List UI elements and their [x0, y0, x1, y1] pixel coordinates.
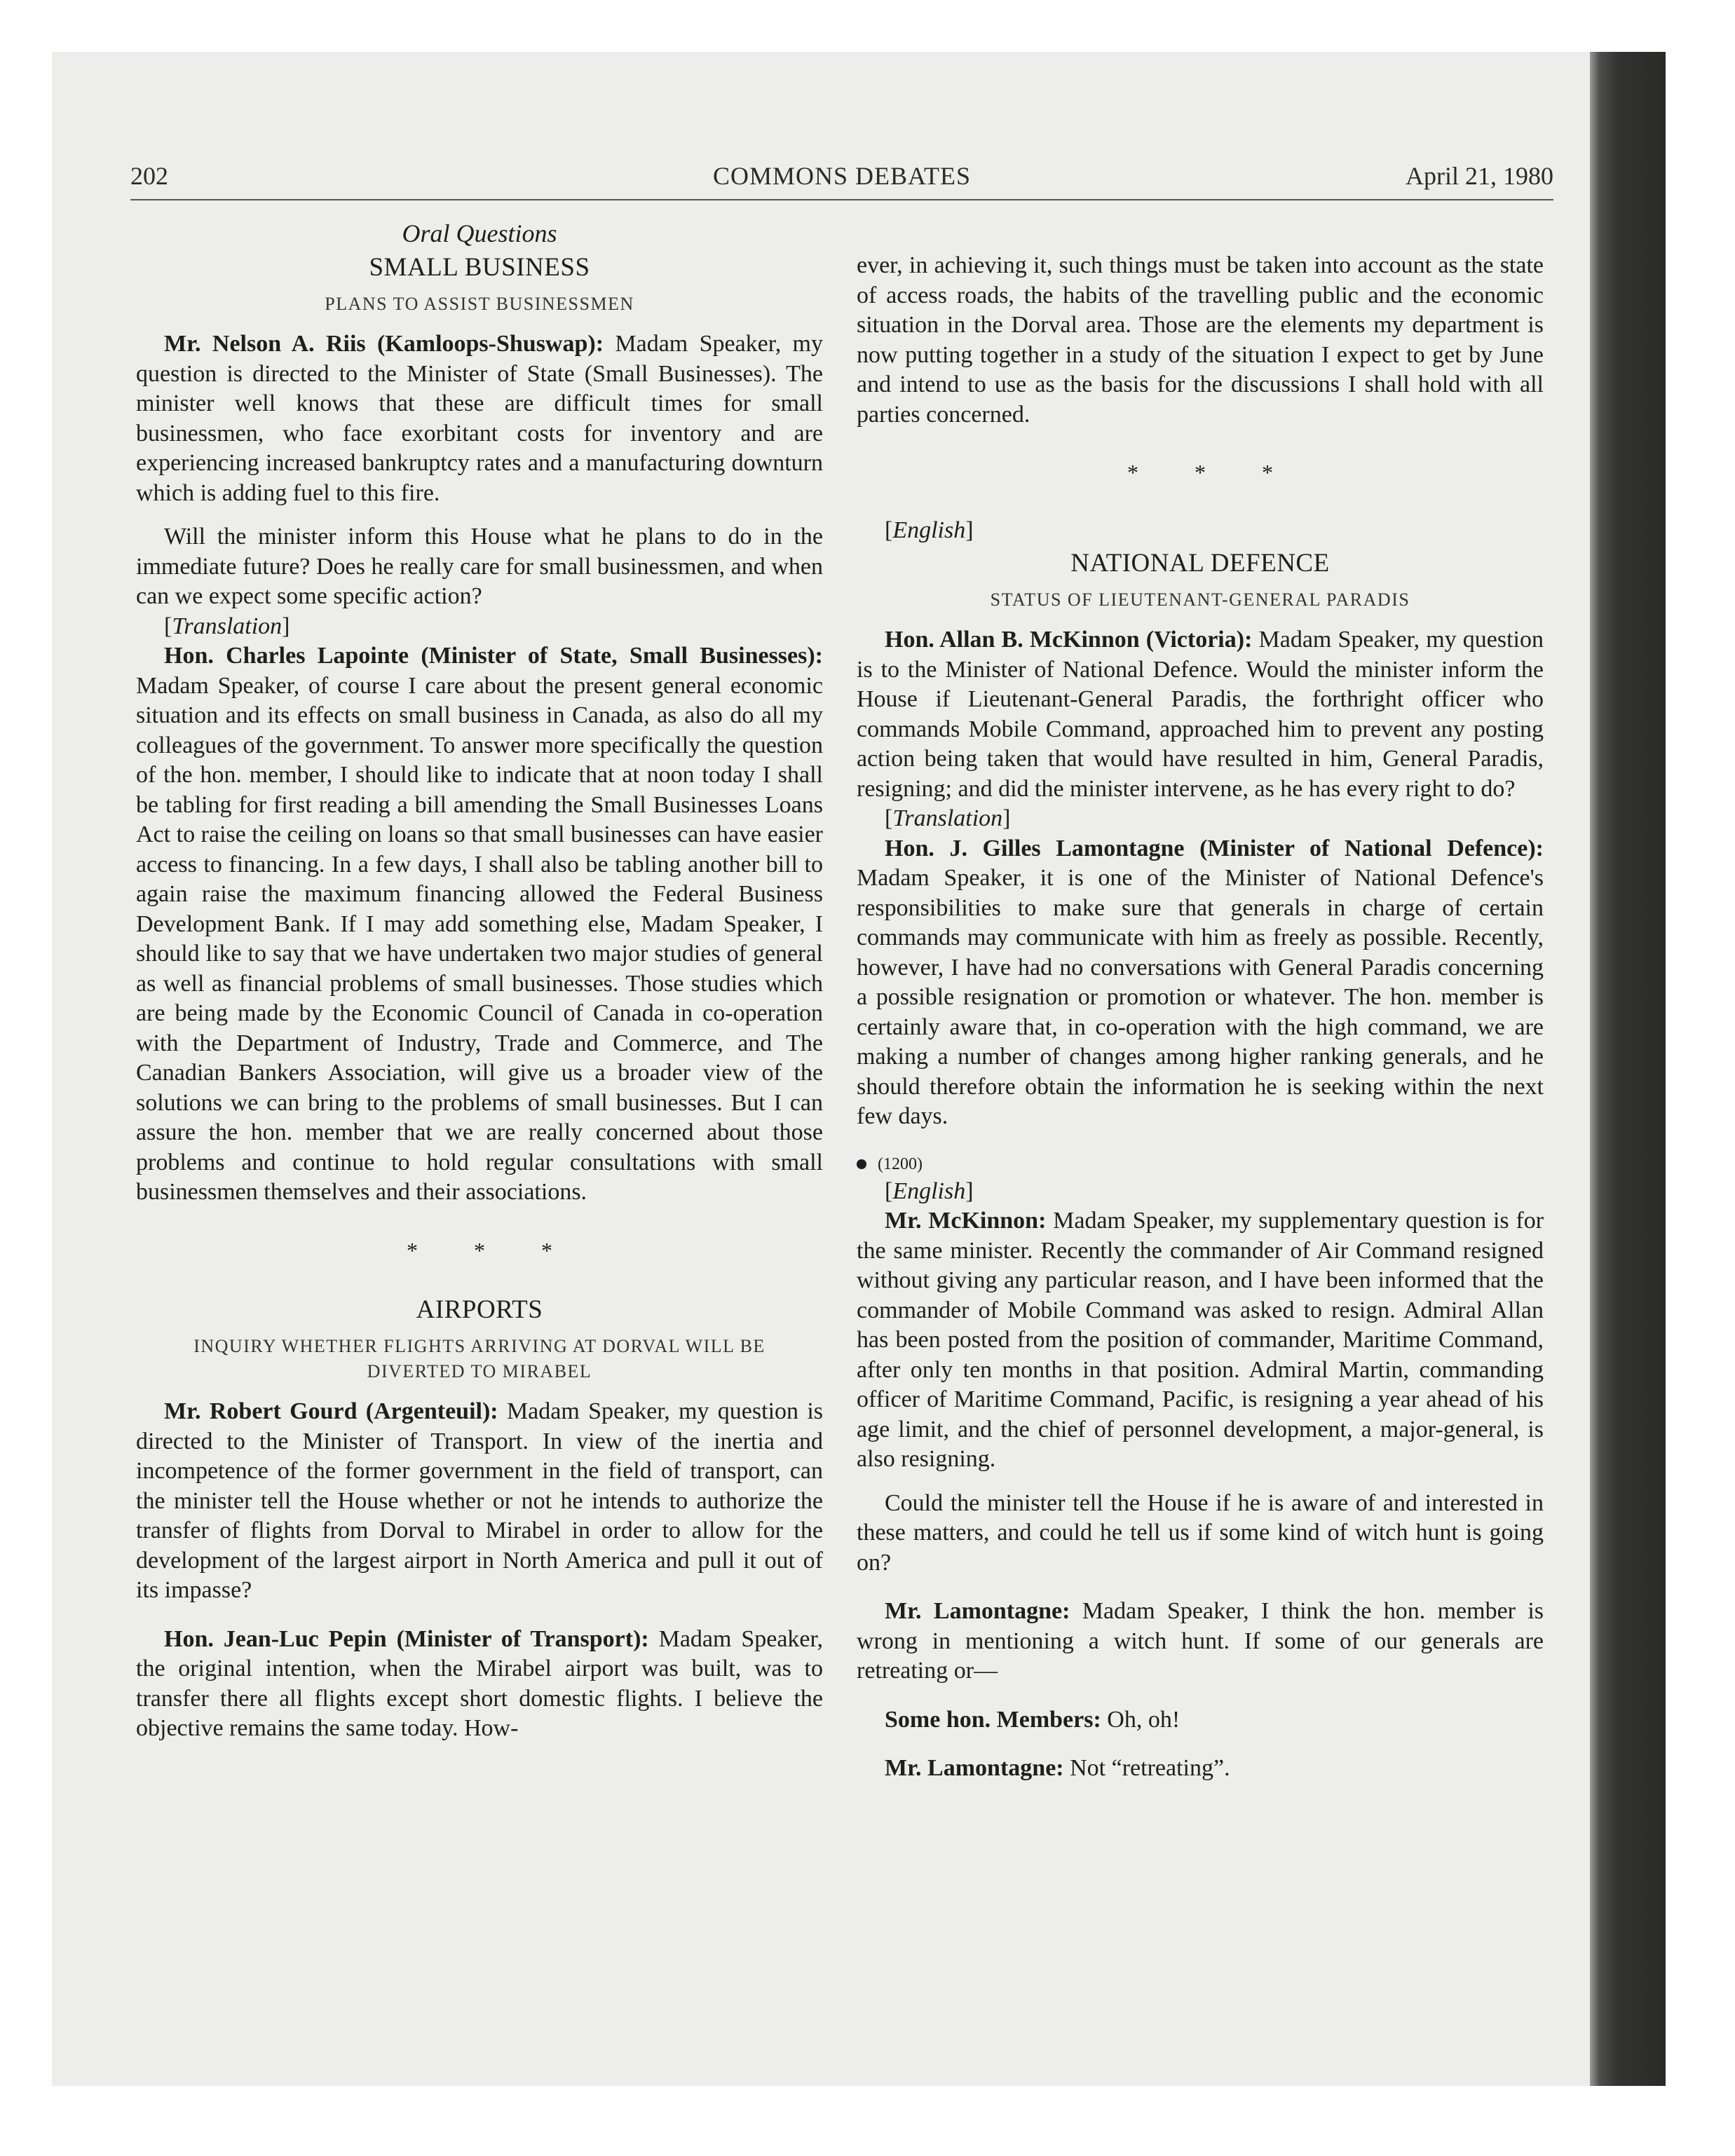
bullet-dot-icon — [857, 1159, 866, 1169]
section-separator: * * * — [1127, 460, 1298, 485]
interjection-members — [857, 1705, 1544, 1735]
speech-text: Madam Speaker, my supplementary question is for the same minister. Recently the commander of Air Command resigned without giving any particular reason, and I have been informed that the commander of Mobile Command was asked to resign. Admiral Allan has been posted from the position of commander, Maritime Command, after only ten months in that position. Admiral Martin, commanding officer of Maritime Command, Pacific, is resigning a year ahead of his age limit, and the chief of personnel development, a major-general, is also resigning. — [857, 1208, 1544, 1472]
speech-riis — [136, 329, 823, 508]
speech-lamontagne-reply — [857, 1597, 1544, 1686]
speaker-lamontagne: Mr. Lamontagne: — [885, 1598, 1070, 1624]
section-separator: * * * — [407, 1237, 578, 1263]
subheading-paradis: STATUS OF LIEUTENANT-GENERAL PARADIS — [990, 589, 1410, 610]
heading-small-business: SMALL BUSINESS — [369, 253, 590, 282]
speaker-lapointe: Hon. Charles Lapointe (Minister of State, Small Businesses): — [164, 643, 823, 669]
speech-text: Madam Speaker, the original intention, when the Mirabel airport was built, was to transfer there all flights except short domestic flights. I believe the objective remains the same today. How- — [136, 1625, 823, 1741]
header-rule — [130, 199, 1553, 200]
speech-text: Madam Speaker, my question is directed to the Minister of State (Small Businesses). The minister well knows that these are difficult times for small businessmen, who face exorbitant costs for inventory and are experiencing increased bankruptcy rates and a manufacturing downturn which is adding fuel to this fire. — [136, 331, 824, 506]
speech-gourd — [136, 1397, 823, 1606]
speech-text: Oh, oh! — [1107, 1706, 1181, 1733]
speech-text: Madam Speaker, my question is directed to the Minister of Transport. In view of the inertia and incompetence of the former government in the field of transport, can the minister tell the House whether or not he intends to authorize the transfer of flights from Dorval to Mirabel in order to allow for the development of the largest airport in North America and pull it out of its impasse? — [136, 1398, 823, 1603]
page-header — [130, 161, 1553, 200]
speaker-gourd: Mr. Robert Gourd (Argenteuil): — [164, 1398, 498, 1424]
speech-mckinnon — [857, 625, 1544, 804]
speech-pepin — [136, 1625, 823, 1744]
speech-lamontagne — [857, 834, 1544, 1132]
language-label: Translation — [892, 805, 1003, 831]
language-note-translation: [Translation] — [885, 805, 1011, 831]
language-note-english: [English] — [885, 517, 974, 543]
subheading-dorval-mirabel: INQUIRY WHETHER FLIGHTS ARRIVING AT DORVAL WILL BE DIVERTED TO MIRABEL — [193, 1336, 766, 1381]
speaker-mckinnon: Mr. McKinnon: — [885, 1208, 1047, 1234]
language-note-translation: [Translation] — [164, 613, 290, 639]
right-column — [857, 251, 1544, 1784]
speech-lamontagne-final — [857, 1754, 1544, 1784]
speaker-riis: Mr. Nelson A. Riis (Kamloops-Shuswap): — [164, 331, 604, 357]
scan-binding-edge — [1590, 52, 1666, 2086]
speech-mckinnon-supplementary-continued: Could the minister tell the House if he is aware of and interested in these matters, and could he tell us if some kind of witch hunt is going on? — [857, 1489, 1544, 1576]
publication-date: April 21, 1980 — [1406, 162, 1553, 190]
speech-mckinnon-supplementary — [857, 1206, 1544, 1475]
speaker-mckinnon: Hon. Allan B. McKinnon (Victoria): — [885, 627, 1253, 653]
speech-text: Not “retreating”. — [1070, 1755, 1230, 1781]
speech-text: Madam Speaker, of course I care about the present general economic situation and its effects on small business in Canada, as also do all my colleagues of the government. To answer more specifically the question of the hon. member, I should like to indicate that at noon today I shall be tabling for first reading a bill amending the Small Businesses Loans Act to raise the ceiling on loans so that small businesses can have easier access to financing. In a few days, I shall also be tabling another bill to again raise the maximum financing allowed the Federal Business Development Bank. If I may add something else, Madam Speaker, I should like to say that we have undertaken two major studies of general as well as financial problems of small businesses. Those studies which are being made by the Economic Council of Canada in co-operation with the Department of Industry, Trade and Commerce, and The Canadian Bankers Association, will give us a broader view of the solutions we can bring to the problems of small businesses. But I can assure the hon. member that we are really concerned about those problems and continue to hold regular consultations with small businessmen themselves and their associations. — [136, 672, 823, 1205]
speaker-lamontagne: Mr. Lamontagne: — [885, 1755, 1064, 1781]
speech-riis-continued: Will the minister inform this House what he plans to do in the immediate future? Does he really care for small businessmen, and when can we expect some specific action? — [136, 524, 823, 609]
speaker-pepin: Hon. Jean-Luc Pepin (Minister of Transport): — [164, 1625, 649, 1652]
left-column — [136, 217, 823, 1744]
language-note-english: [English] — [885, 1178, 974, 1204]
speech-text: Madam Speaker, my question is to the Minister of National Defence. Would the minister inform the House if Lieutenant-General Paradis, the forthright officer who commands Mobile Command, approached him to prevent any posting action being taken that would have resulted in him, General Paradis, resigning; and did the minister intervene, as he has every right to do? — [857, 627, 1544, 802]
speaker-members: Some hon. Members: — [885, 1706, 1101, 1733]
language-label: English — [892, 517, 966, 543]
speech-pepin-continued: ever, in achieving it, such things must be taken into account as the state of access roads, the habits of the travelling public and the economic situation in the Dorval area. Those are the elements my department is now putting together in a study of the situation I expect to get by June and intend to use as the basis for the discussions I shall hold with all parties concerned. — [857, 252, 1544, 428]
heading-national-defence: NATIONAL DEFENCE — [1070, 549, 1330, 578]
speech-text: Madam Speaker, I think the hon. member is wrong in mentioning a witch hunt. If some of our generals are retreating or— — [857, 1598, 1544, 1684]
subheading-plans-to-assist: PLANS TO ASSIST BUSINESSMEN — [325, 294, 634, 314]
journal-title: COMMONS DEBATES — [712, 162, 972, 190]
page-number: 202 — [130, 162, 168, 190]
speech-text: Madam Speaker, it is one of the Minister of National Defence's responsibilities to make sure that generals in charge of certain commands may communicate with him as freely as possible. Recently, however, I have had no conversations with General Paradis concerning a possible resignation or promotion or whatever. The hon. member is certainly aware that, in co-operation with the high command, we are making a number of changes among higher ranking generals, and he should therefore obtain the information he is seeking within the next few days. — [857, 865, 1544, 1129]
time-marker — [857, 1152, 1544, 1177]
language-label: Translation — [172, 613, 283, 639]
language-label: English — [892, 1178, 966, 1204]
speech-lapointe — [136, 641, 823, 1208]
speaker-lamontagne: Hon. J. Gilles Lamontagne (Minister of National Defence): — [885, 835, 1544, 861]
heading-airports: AIRPORTS — [416, 1295, 543, 1324]
time-marker-text: (1200) — [878, 1154, 923, 1173]
section-rubric: Oral Questions — [402, 219, 557, 247]
